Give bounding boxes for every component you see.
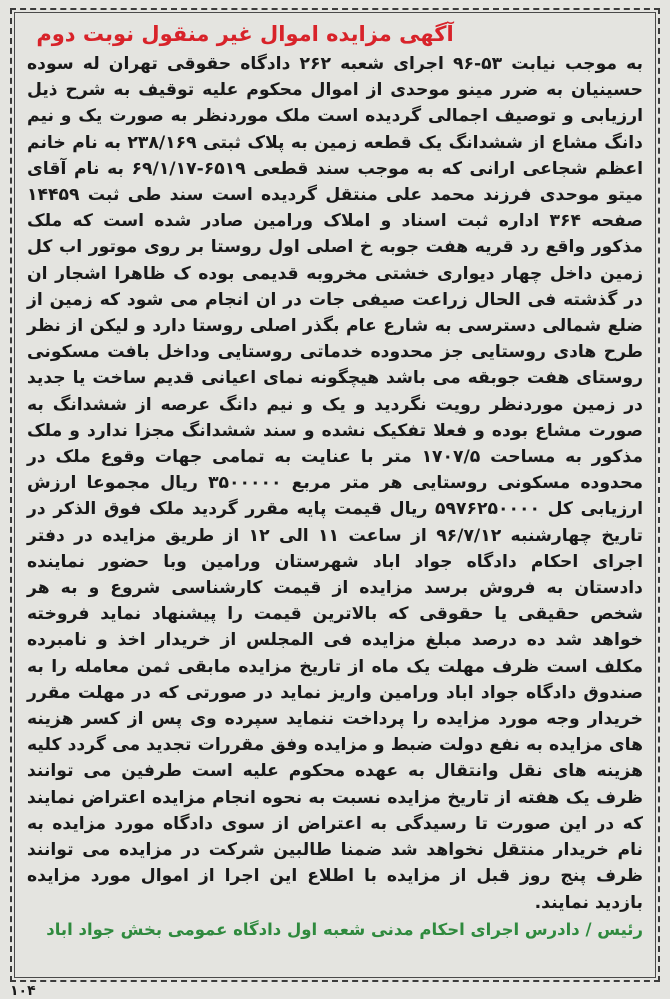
- notice-title: آگهی مزایده اموال غیر منقول نوبت دوم: [36, 22, 454, 46]
- notice-signature: رئیس / دادرس اجرای احکام مدنی شعبه اول دادگاه عمومی بخش جواد اباد: [46, 919, 643, 939]
- notice-dashed-border: [10, 8, 660, 982]
- notice-box: [14, 12, 656, 978]
- notice-body: به موجب نیابت ۵۳-۹۶ اجرای شعبه ۲۶۲ دادگاه حقوقی تهران له سوده حسینیان به ضرر مینو موحدی از اموال محکوم علیه توقیف به شرح ذیل ارزیابی و توصیف اجمالی گردیده است ملک موردنظر به صورت یک و نیم دانگ مشاع از ششدانگ یک قطعه زمین به پلاک ثبتی ۲۳۸/۱۶۹ به نام خانم اعظم شجاعی ارانی که به موجب سند قطعی ۶۵۱۹-۶۹/۱/۱۷ به نام آقای میتو موحدی فرزند محمد علی منتقل گردیده است سند طی ثبت ۱۴۴۵۹ صفحه ۳۶۴ اداره ثبت اسناد و املاک ورامین صادر شده است که ملک مذکور واقع رد قریه هفت جوبه خ اصلی اول روستا بر روی موتور اب کل زمین داخل چهار دیواری خشتی مخروبه قدیمی بوده ک ظاهرا اشجار ان در گذشته فی الحال زراعت صیفی جات در ان انجام می شود که زمین از ضلع شمالی دسترسی به شارع عام بگذر اصلی روستا دارد و لیکن از نظر طرح هادی روستایی جز محدوده خدماتی روستایی وداخل بافت مسکونی روستای هفت جوبقه می باشد هیچگونه نمای اعیانی قدیم ساخت یا جدید در زمین موردنظر رویت نگردید و یک و نیم دانگ عرصه از ششدانگ به صورت مشاع بوده و فعلا تفکیک نشده و سند ششدانگ مجزا ندارد و ملک مذکور به مساحت ۱۷۰۷/۵ متر با عنایت به تمامی جهات وقوع ملک در محدوده مسکونی روستایی هر متر مربع ۳۵۰۰۰۰۰ ریال مجموعا ارزش ارزیابی کل ۵۹۷۶۲۵۰۰۰۰ ریال قیمت پایه مقرر گردید ملک فوق الذکر در تاریخ چهارشنبه ۹۶/۷/۱۲ از ساعت ۱۱ الی ۱۲ از طریق مزایده در دفتر اجرای احکام دادگاه جواد اباد شهرستان ورامین وبا حضور نماینده دادستان به فروش برسد مزایده از قیمت کارشناسی شروع و به هر شخص حقیقی یا حقوقی که بالاترین قیمت را پیشنهاد نماید فروخته خواهد شد ده درصد مبلغ مزایده فی المجلس از خریدار اخذ و نامبرده مکلف است ظرف مهلت یک ماه از تاریخ مزایده مابقی ثمن معامله را به صندوق دادگاه جواد اباد ورامین واریز نماید در صورتی که در مهلت مقرر خریدار وجه مورد مزایده را پرداخت ننماید سپرده وی پس از کسر هزینه های مزایده به نفع دولت ضبط و مزایده وفق مقررات تجدید می گردد کلیه هزینه های نقل وانتقال به عهده محکوم علیه است طرفین می توانند ظرف یک هفته از تاریخ مزایده نسبت به نحوه انجام مزایده اعتراض نمایند که در این صورت تا رسیدگی به اعتراض از سوی دادگاه مورد مزایده به نام خریدار منتقل نخواهد شد ضمنا طالبین شرکت در مزایده می توانند ظرف پنج روز قبل از مزایده با اطلاع این اجرا از اموال مورد مزایده بازدید نمایند.: [27, 54, 644, 913]
- page-number: ۱۰۴: [10, 983, 36, 999]
